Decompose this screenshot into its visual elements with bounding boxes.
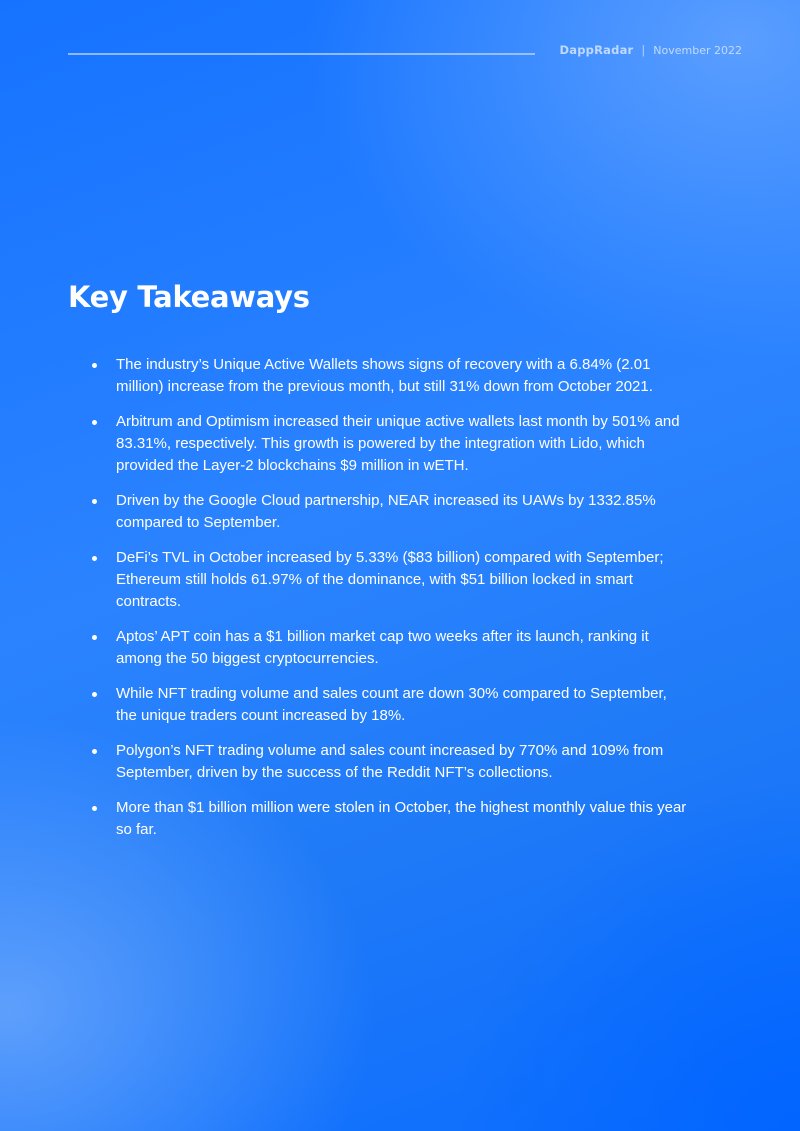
takeaway-item bbox=[90, 354, 690, 398]
brand-name: DappRadar bbox=[559, 43, 634, 57]
bullet-icon bbox=[92, 499, 97, 504]
takeaways-list bbox=[90, 354, 690, 854]
takeaway-item bbox=[90, 547, 690, 613]
bullet-icon bbox=[92, 692, 97, 697]
takeaway-item bbox=[90, 490, 690, 534]
takeaway-item bbox=[90, 797, 690, 841]
takeaway-item bbox=[90, 740, 690, 784]
header-meta bbox=[560, 43, 742, 57]
header-divider bbox=[68, 53, 535, 55]
takeaway-text: The industry’s Unique Active Wallets shows signs of recovery with a 6.84% (2.01 million) increase from the previous month, but still 31% down from October 2021. bbox=[116, 356, 653, 395]
report-date: November 2022 bbox=[653, 43, 742, 57]
bullet-icon bbox=[92, 806, 97, 811]
bullet-icon bbox=[92, 556, 97, 561]
takeaway-text: More than $1 billion million were stolen in October, the highest monthly value this year so far. bbox=[116, 799, 687, 838]
takeaway-text: While NFT trading volume and sales count are down 30% compared to September, the unique traders count increased by 18%. bbox=[116, 685, 667, 724]
bullet-icon bbox=[92, 635, 97, 640]
header-separator: | bbox=[641, 43, 646, 57]
takeaway-text: Arbitrum and Optimism increased their unique active wallets last month by 501% and 83.31%, respectively. This growth is powered by the integration with Lido, which provided the Layer-2 blockchains $9 million in wETH. bbox=[116, 413, 680, 474]
takeaway-item bbox=[90, 411, 690, 477]
bullet-icon bbox=[92, 749, 97, 754]
takeaway-text: Polygon’s NFT trading volume and sales count increased by 770% and 109% from September, driven by the success of the Reddit NFT’s collections. bbox=[116, 742, 664, 781]
takeaway-item bbox=[90, 683, 690, 727]
takeaway-text: Aptos’ APT coin has a $1 billion market cap two weeks after its launch, ranking it among the 50 biggest cryptocurrencies. bbox=[116, 628, 649, 667]
page-title: Key Takeaways bbox=[68, 280, 310, 314]
bullet-icon bbox=[92, 420, 97, 425]
takeaway-text: Driven by the Google Cloud partnership, NEAR increased its UAWs by 1332.85% compared to September. bbox=[116, 492, 656, 531]
takeaway-item bbox=[90, 626, 690, 670]
bullet-icon bbox=[92, 363, 97, 368]
takeaway-text: DeFi’s TVL in October increased by 5.33% ($83 billion) compared with September; Ethereum still holds 61.97% of the dominance, with $51 billion locked in smart contracts. bbox=[116, 549, 664, 610]
